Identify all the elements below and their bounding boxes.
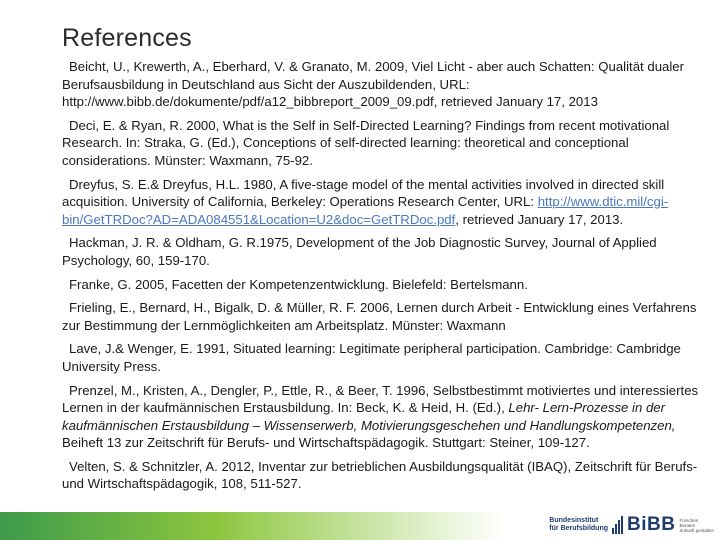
logo-institute-name: [549, 517, 608, 533]
logo-line2: für Berufsbildung: [549, 525, 609, 532]
reference-text: , retrieved January 17, 2013.: [455, 211, 624, 227]
reference-item: [62, 299, 710, 334]
logo-tagline-2: Beraten: [679, 522, 696, 528]
reference-item: [62, 276, 710, 294]
reference-link[interactable]: http://www.dtic.mil/cgi-bin/GetTRDoc?AD=ADA084551&Location=U2&doc=GetTRDoc.pdf: [62, 194, 669, 227]
reference-text: Deci, E. & Ryan, R. 2000, What is the Self in Self-Directed Learning? Findings from recent motivational Research. In: Straka, G. (Ed.), Conceptions of self-directed learning: theoretical and conceptional considerations. Münster: Waxmann, 75-92.: [62, 117, 670, 168]
reference-item: [62, 176, 710, 229]
reference-text: Hackman, J. R. & Oldham, G. R.1975, Development of the Job Diagnostic Survey, Journal of Applied Psychology, 60, 159-170.: [62, 235, 657, 268]
page-title: References: [62, 24, 192, 52]
reference-list: [62, 58, 710, 499]
reference-text: Dreyfus, S. E.& Dreyfus, H.L. 1980, A five-stage model of the mental activities involved in directed skill acquisition. University of California, Berkeley: Operations Research Center, URL:: [62, 176, 665, 210]
reference-text: Lave, J.& Wenger, E. 1991, Situated learning: Legitimate peripheral participation. Cambridge: Cambridge University Press.: [62, 341, 681, 374]
logo-bars-icon: [612, 516, 623, 534]
logo-tagline: [679, 518, 714, 533]
reference-text: Velten, S. & Schnitzler, A. 2012, Inventar zur betrieblichen Ausbildungsqualität (IBAQ), Zeitschrift für Berufs- und Wirtschaftspädagogik, 108, 511-527.: [62, 458, 698, 492]
reference-item: [62, 458, 710, 493]
reference-item: [62, 382, 710, 452]
reference-text: Beiheft 13 zur Zeitschrift für Berufs- und Wirtschaftspädagogik. Stuttgart: Steiner, 109-127.: [62, 435, 590, 451]
reference-item: [62, 234, 710, 269]
reference-item: [62, 340, 710, 375]
logo-line1: Bundesinstitut: [549, 517, 599, 524]
reference-item: [62, 117, 710, 170]
logo-tagline-1: Forschen: [679, 517, 699, 523]
logo-wordmark: BiBB: [627, 514, 676, 535]
reference-text: Beicht, U., Krewerth, A., Eberhard, V. & Granato, M. 2009, Viel Licht - aber auch Schatten: Qualität dualer Berufsausbildung in Deutschland aus Sicht der Auszubildenden, URL: http://www.bibb.de/dokumente/pdf/a12_bibbreport_2009_09.pdf, retrieved January 17, 2013: [62, 59, 685, 110]
reference-item: [62, 58, 710, 111]
logo-tagline-3: Zukunft gestalten: [679, 527, 714, 533]
reference-text: Franke, G. 2005, Facetten der Kompetenzentwicklung. Bielefeld: Bertelsmann.: [69, 276, 528, 292]
reference-italic-title: Lehr- Lern-Prozesse in der kaufmännischen Erstausbildung – Wissenserwerb, Motivierungsgeschehen und Handlungskompetenzen,: [62, 400, 676, 433]
reference-text: Prenzel, M., Kristen, A., Dengler, P., Ettle, R., & Beer, T. 1996, Selbstbestimmt motiviertes und interessiertes Lernen in der kaufmännischen Erstausbildung. In: Beck, K. & Heid, H. (Ed.),: [62, 382, 699, 416]
bibb-logo: [549, 513, 714, 537]
reference-text: Frieling, E., Bernard, H., Bigalk, D. & Müller, R. F. 2006, Lernen durch Arbeit - Entwicklung eines Verfahrens zur Bestimmung der Lernmöglichkeiten am Arbeitsplatz. Münster: Waxmann: [62, 300, 697, 333]
